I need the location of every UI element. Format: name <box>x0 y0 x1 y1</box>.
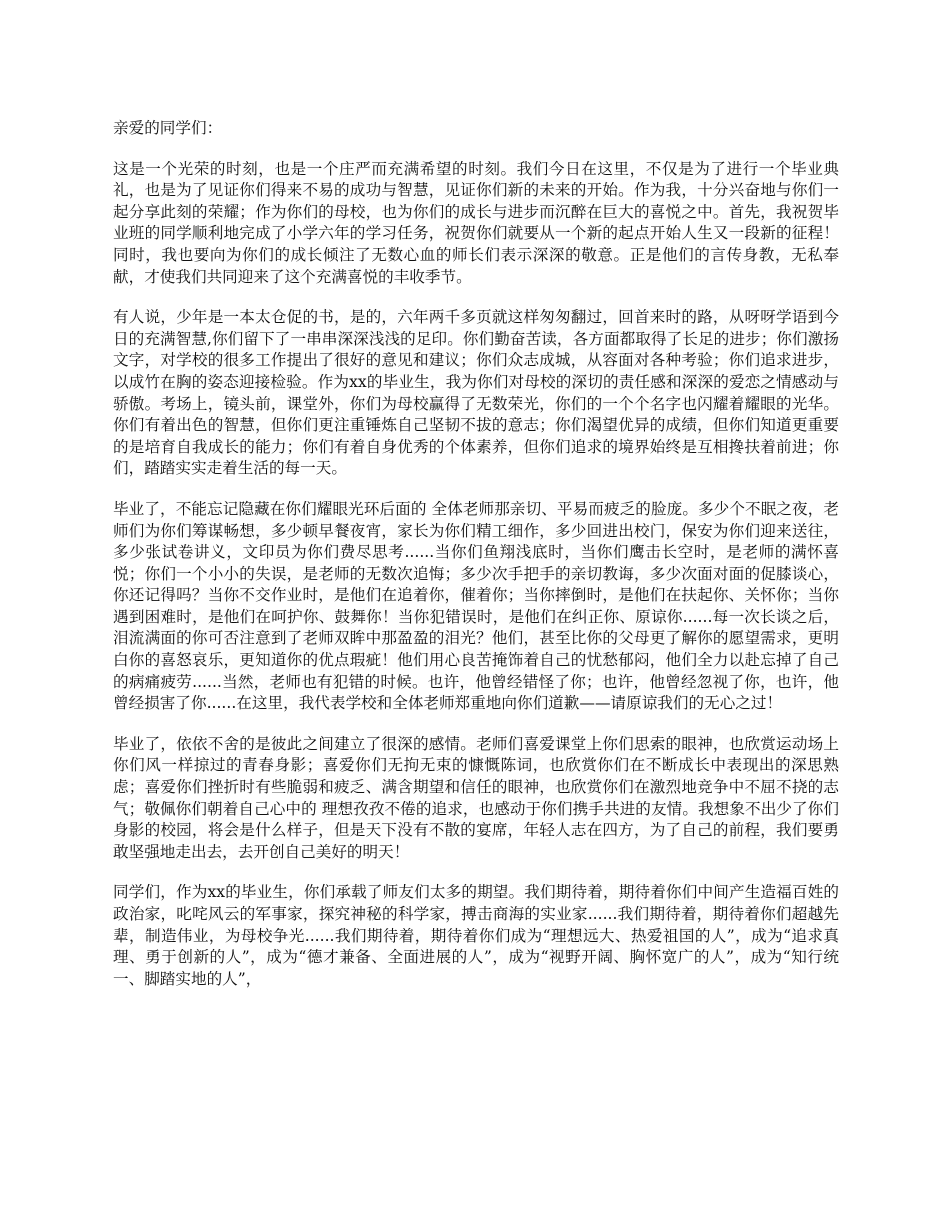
paragraph-friendship: 毕业了，依依不舍的是彼此之间建立了很深的感情。老师们喜爱课堂上你们思索的眼神，也欣赏运动场上你们风一样掠过的青春身影；喜爱你们无拘无束的慷慨陈词，也欣赏你们在不断成长中表现出的深思熟虑；喜爱你们挫折时有些脆弱和疲乏、满含期望和信任的眼神，也欣赏你们在激烈地竞争中不屈不挠的志气；敬佩你们朝着自己心中的 理想孜孜不倦的追求，也感动于你们携手共进的友情。我想象不出少了你们身影的校园，将会是什么样子，但是天下没有不散的宴席，年轻人志在四方，为了自己的前程，我们要勇敢坚强地走出去，去开创自己美好的明天！ <box>113 734 839 861</box>
paragraph-six-years: 有人说，少年是一本太仓促的书，是的，六年两千多页就这样匆匆翻过，回首来时的路，从呀呀学语到今日的充满智慧,你们留下了一串串深深浅浅的足印。你们勤奋苦读，各方面都取得了长足的进步；你们激扬文字，对学校的很多工作提出了很好的意见和建议；你们众志成城，从容面对各种考验；你们追求进步，以成竹在胸的姿态迎接检验。作为xx的毕业生，我为你们对母校的深切的责任感和深深的爱恋之情感动与骄傲。考场上，镜头前，课堂外，你们为母校赢得了无数荣光，你们的一个个名字也闪耀着耀眼的光华。你们有着出色的智慧，但你们更注重锤炼自己坚韧不拔的意志；你们渴望优异的成绩，但你们知道更重要的是培育自我成长的能力；你们有着自身优秀的个体素养，但你们追求的境界始终是互相搀扶着前进；你们，踏踏实实走着生活的每一天。 <box>113 308 839 478</box>
paragraph-expectations: 同学们，作为xx的毕业生，你们承载了师友们太多的期望。我们期待着，期待着你们中间产生造福百姓的政治家，叱咤风云的军事家，探究神秘的科学家，搏击商海的实业家......我们期待着，期待着你们超越先辈，制造伟业，为母校争光......我们期待着，期待着你们成为“理想远大、热爱祖国的人”，成为“追求真理、勇于创新的人”，成为“德才兼备、全面进展的人”，成为“视野开阔、胸怀宽广的人”，成为“知行统一、脚踏实地的人”， <box>113 883 839 988</box>
paragraph-teachers: 毕业了，不能忘记隐藏在你们耀眼光环后面的 全体老师那亲切、平易而疲乏的脸庞。多少个不眠之夜，老师们为你们筹谋畅想，多少顿早餐夜宵，家长为你们精工细作，多少回进出校门，保安为你们迎来送往，多少张试卷讲义，文印员为你们费尽思考......当你们鱼翔浅底时，当你们鹰击长空时，是老师的满怀喜悦；你们一个小小的失误，是老师的无数次追悔；多少次手把手的亲切教诲，多少次面对面的促膝谈心，你还记得吗？当你不交作业时，是他们在追着你，催着你；当你摔倒时，是他们在扶起你、关怀你；当你遇到困难时，是他们在呵护你、鼓舞你！当你犯错误时，是他们在纠正你、原谅你......每一次长谈之后，泪流满面的你可否注意到了老师双眸中那盈盈的泪光？他们，甚至比你的父母更了解你的愿望需求，更明白你的喜怒哀乐，更知道你的优点瑕疵！他们用心良苦掩饰着自己的忧愁郁闷，他们全力以赴忘掉了自己的病痛疲劳......当然，老师也有犯错的时候。也许，他曾经错怪了你；也许，他曾经忽视了你，也许，他曾经损害了你......在这里，我代表学校和全体老师郑重地向你们道歉——请原谅我们的无心之过！ <box>113 499 839 713</box>
document-page <box>113 118 839 1009</box>
greeting-line: 亲爱的同学们： <box>113 119 223 137</box>
paragraph-opening: 这是一个光荣的时刻，也是一个庄严而充满希望的时刻。我们今日在这里，不仅是为了进行一个毕业典礼，也是为了见证你们得来不易的成功与智慧，见证你们新的未来的开始。作为我，十分兴奋地与你们一起分享此刻的荣耀；作为你们的母校，也为你们的成长与进步而沉醉在巨大的喜悦之中。首先，我祝贺毕业班的同学顺利地完成了小学六年的学习任务，祝贺你们就要从一个新的起点开始人生又一段新的征程！同时，我也要向为你们的成长倾注了无数心血的师长们表示深深的敬意。正是他们的言传身教，无私奉献，才使我们共同迎来了这个充满喜悦的丰收季节。 <box>113 159 839 286</box>
